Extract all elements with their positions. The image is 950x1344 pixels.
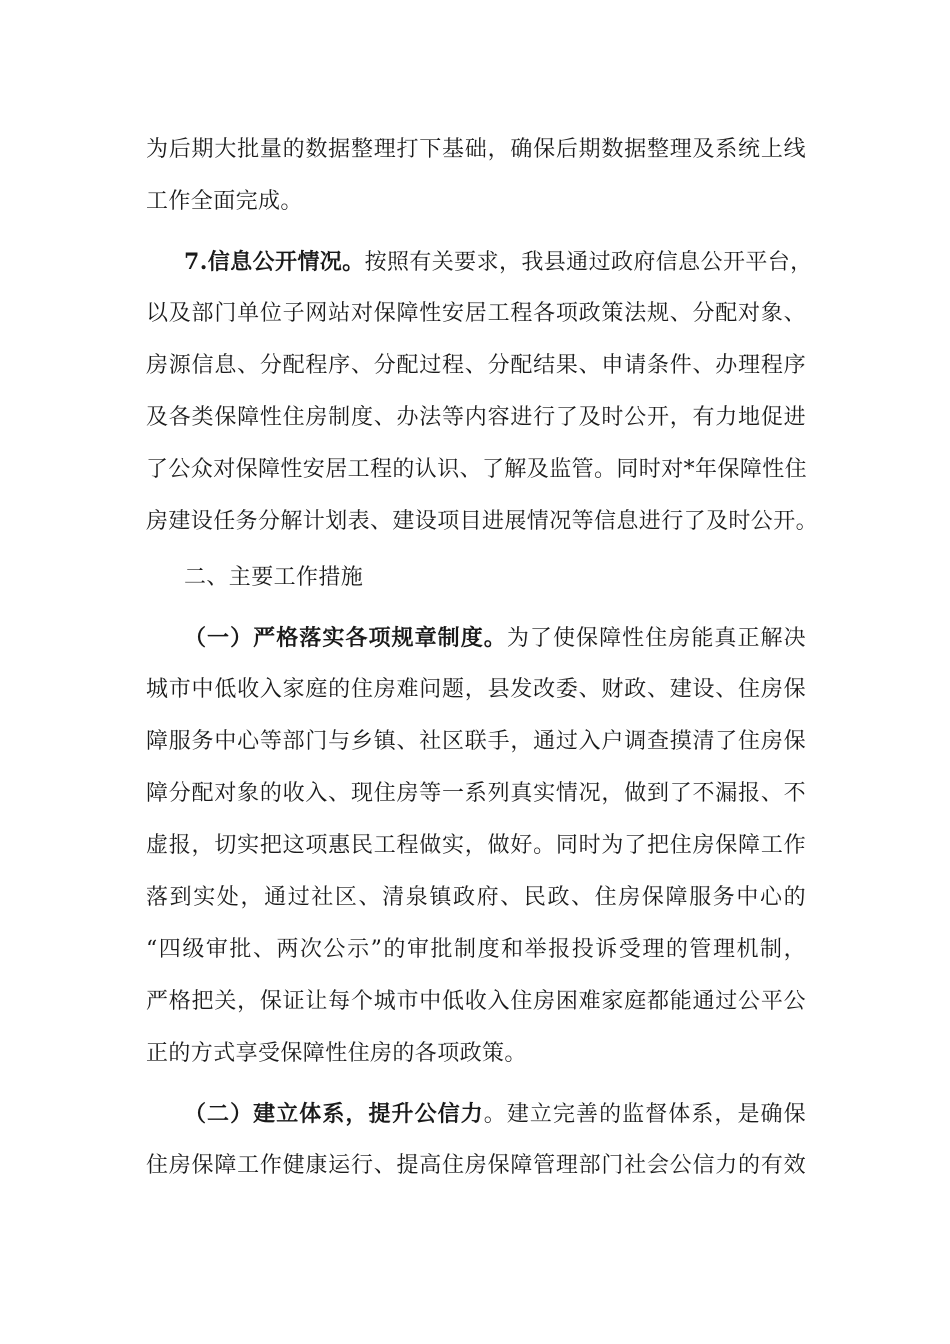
paragraph-line: 严格把关，保证让每个城市中低收入住房困难家庭都能通过公平公 xyxy=(146,989,806,1014)
paragraph-line: 房建设任务分解计划表、建设项目进展情况等信息进行了及时公开。 xyxy=(146,509,819,534)
paragraph-line: “四级审批、两次公示”的审批制度和举报投诉受理的管理机制， xyxy=(146,937,806,962)
paragraph-line: 房源信息、分配程序、分配过程、分配结果、申请条件、办理程序 xyxy=(146,353,806,378)
subsection-2-title: （二）建立体系，提升公信力 xyxy=(184,1101,484,1127)
section-heading: 二、主要工作措施 xyxy=(184,565,364,590)
subsection-2-heading-line: （二）建立体系，提升公信力。建立完善的监督体系，是确保 xyxy=(184,1101,806,1127)
paragraph-line: 住房保障工作健康运行、提高住房保障管理部门社会公信力的有效 xyxy=(146,1153,806,1178)
section-7-title: 7.信息公开情况。 xyxy=(184,249,365,275)
subsection-1-title: （一）严格落实各项规章制度。 xyxy=(184,625,507,651)
paragraph-line: 工作全面完成。 xyxy=(146,189,303,214)
paragraph-line: 为后期大批量的数据整理打下基础，确保后期数据整理及系统上线 xyxy=(146,137,806,162)
paragraph-line: 以及部门单位子网站对保障性安居工程各项政策法规、分配对象、 xyxy=(146,301,806,326)
paragraph-line: 虚报，切实把这项惠民工程做实，做好。同时为了把住房保障工作 xyxy=(146,833,806,858)
paragraph-line: 障分配对象的收入、现住房等一系列真实情况，做到了不漏报、不 xyxy=(146,781,806,806)
paragraph-line: 了公众对保障性安居工程的认识、了解及监管。同时对*年保障性住 xyxy=(146,457,808,482)
section-7-heading-line: 7.信息公开情况。按照有关要求，我县通过政府信息公开平台， xyxy=(184,249,813,275)
paragraph-line: 城市中低收入家庭的住房难问题，县发改委、财政、建设、住房保 xyxy=(146,677,806,702)
paragraph-line: 正的方式享受保障性住房的各项政策。 xyxy=(146,1041,527,1066)
subsection-1-heading-line: （一）严格落实各项规章制度。为了使保障性住房能真正解决 xyxy=(184,625,806,651)
paragraph-line: 障服务中心等部门与乡镇、社区联手，通过入户调查摸清了住房保 xyxy=(146,729,806,754)
paragraph-line: 落到实处，通过社区、清泉镇政府、民政、住房保障服务中心的 xyxy=(146,885,806,910)
paragraph-line: 及各类保障性住房制度、办法等内容进行了及时公开，有力地促进 xyxy=(146,405,806,430)
